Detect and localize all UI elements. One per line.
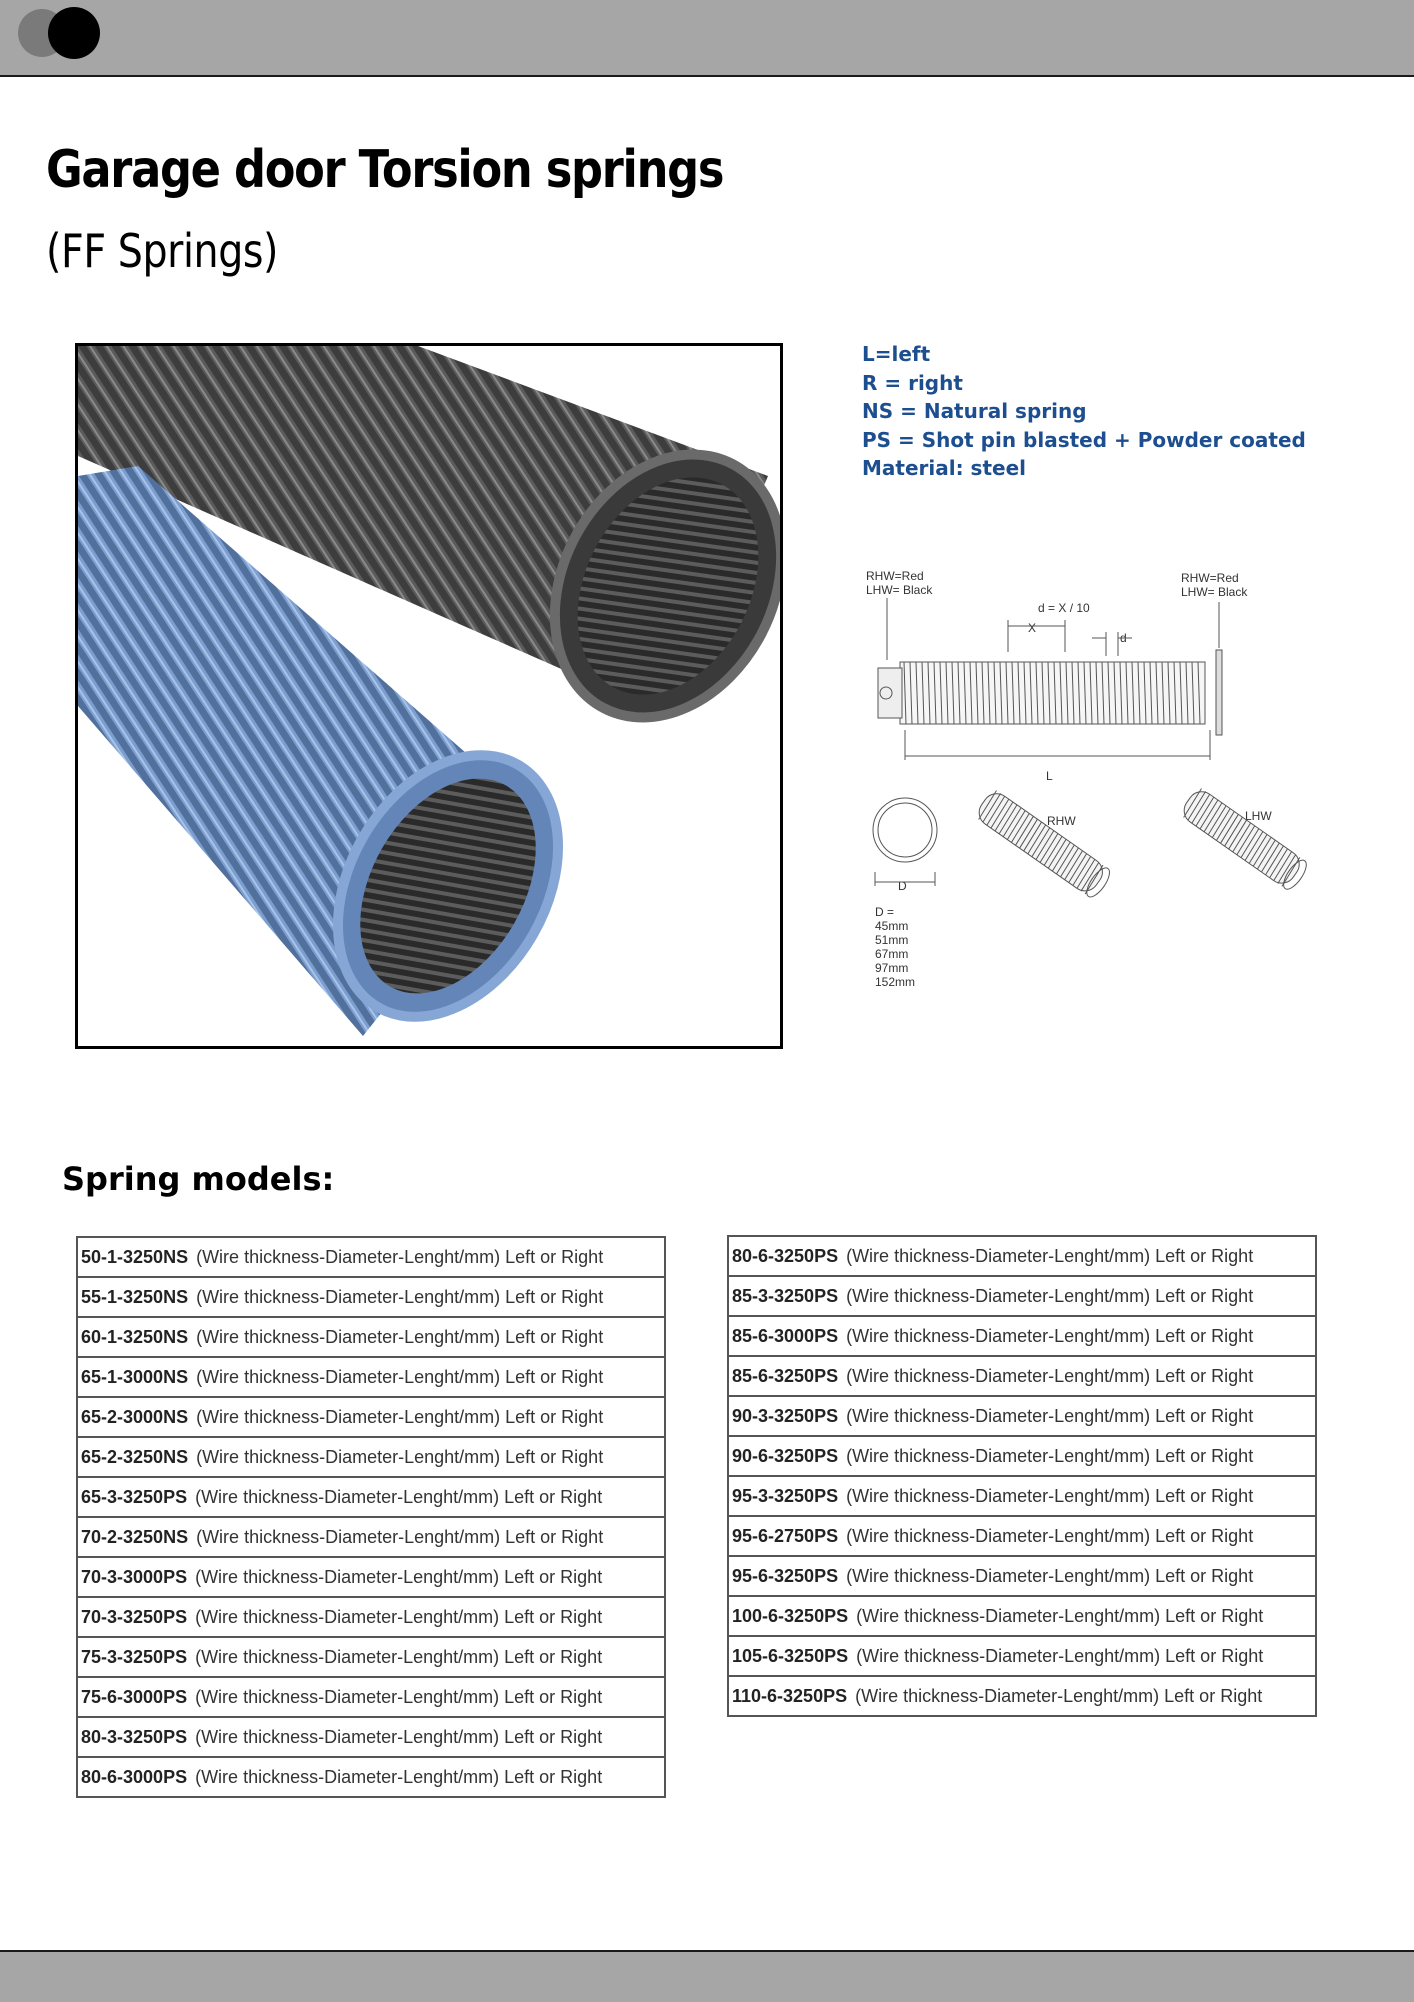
model-code: 75-3-3250PS [81,1646,188,1667]
model-cell [77,1757,665,1797]
table-row [728,1476,1316,1516]
abbreviation-legend [862,340,1306,483]
diagram-label: LHW= Black [1181,585,1248,599]
torsion-springs-illustration [78,346,780,1046]
spring-technical-diagram [860,560,1330,1000]
table-row [728,1676,1316,1716]
table-row [728,1636,1316,1676]
model-description: (Wire thickness-Diameter-Lenght/mm) Left or Right [195,1686,603,1707]
model-cell [77,1317,665,1357]
table-row [77,1757,665,1797]
model-description: (Wire thickness-Diameter-Lenght/mm) Left or Right [856,1645,1264,1666]
legend-item: L=left [862,342,931,366]
diagram-label: RHW [1047,814,1076,828]
model-code: 105-6-3250PS [732,1645,849,1666]
model-cell [728,1676,1316,1716]
model-description: (Wire thickness-Diameter-Lenght/mm) Left or Right [196,1286,604,1307]
model-description: (Wire thickness-Diameter-Lenght/mm) Left or Right [846,1285,1254,1306]
table-row [77,1277,665,1317]
model-code: 85-6-3250PS [732,1365,839,1386]
header-bar [0,0,1414,77]
page-subtitle: (FF Springs) [46,224,279,278]
model-cell [728,1636,1316,1676]
model-description: (Wire thickness-Diameter-Lenght/mm) Left or Right [846,1485,1254,1506]
model-code: 65-3-3250PS [81,1486,188,1507]
table-row [77,1517,665,1557]
model-cell [728,1356,1316,1396]
table-row [728,1236,1316,1276]
model-description: (Wire thickness-Diameter-Lenght/mm) Left or Right [195,1646,603,1667]
diagram-label: X [1028,621,1037,635]
model-code: 80-6-3000PS [81,1766,188,1787]
table-row [728,1556,1316,1596]
model-cell [77,1437,665,1477]
two-overlapping-circles-logo [18,6,102,60]
model-code: 70-3-3250PS [81,1606,188,1627]
model-description: (Wire thickness-Diameter-Lenght/mm) Left or Right [846,1325,1254,1346]
model-description: (Wire thickness-Diameter-Lenght/mm) Left or Right [195,1606,603,1627]
table-row [77,1437,665,1477]
table-row [77,1637,665,1677]
model-code: 70-2-3250NS [81,1526,189,1547]
diagram-label: D [898,879,907,893]
model-cell [728,1316,1316,1356]
diagram-label: LHW [1245,809,1272,823]
model-cell [77,1637,665,1677]
diameter-value: 152mm [875,975,916,989]
model-description: (Wire thickness-Diameter-Lenght/mm) Left or Right [846,1245,1254,1266]
model-description: (Wire thickness-Diameter-Lenght/mm) Left or Right [196,1326,604,1347]
page-title: Garage door Torsion springs [46,140,724,200]
model-cell [77,1477,665,1517]
models-table-left [76,1236,666,1798]
model-code: 85-6-3000PS [732,1325,839,1346]
table-row [728,1396,1316,1436]
model-cell [77,1717,665,1757]
models-heading: Spring models: [62,1160,335,1198]
model-code: 60-1-3250NS [81,1326,189,1347]
model-description: (Wire thickness-Diameter-Lenght/mm) Left or Right [846,1445,1254,1466]
model-description: (Wire thickness-Diameter-Lenght/mm) Left or Right [855,1685,1263,1706]
model-description: (Wire thickness-Diameter-Lenght/mm) Left or Right [196,1406,604,1427]
table-row [728,1436,1316,1476]
diagram-label: d [1120,631,1127,645]
model-cell [77,1597,665,1637]
model-description: (Wire thickness-Diameter-Lenght/mm) Left or Right [195,1566,603,1587]
spring-product-photo [75,343,783,1049]
model-description: (Wire thickness-Diameter-Lenght/mm) Left or Right [196,1526,604,1547]
table-row [77,1597,665,1637]
models-table-right [727,1235,1317,1717]
model-description: (Wire thickness-Diameter-Lenght/mm) Left or Right [196,1446,604,1467]
model-code: 65-1-3000NS [81,1366,189,1387]
table-row [728,1596,1316,1636]
table-row [77,1317,665,1357]
model-code: 55-1-3250NS [81,1286,189,1307]
model-code: 65-2-3250NS [81,1446,189,1467]
model-code: 80-6-3250PS [732,1245,839,1266]
diameter-value: 45mm [875,919,909,933]
model-description: (Wire thickness-Diameter-Lenght/mm) Left or Right [846,1405,1254,1426]
model-description: (Wire thickness-Diameter-Lenght/mm) Left or Right [195,1486,603,1507]
table-row [77,1237,665,1277]
table-row [728,1356,1316,1396]
legend-item: PS = Shot pin blasted + Powder coated [862,427,1306,452]
model-cell [77,1397,665,1437]
diameter-value: 51mm [875,933,909,947]
table-row [77,1557,665,1597]
model-cell [728,1556,1316,1596]
model-description: (Wire thickness-Diameter-Lenght/mm) Left or Right [196,1366,604,1387]
model-code: 95-6-3250PS [732,1565,839,1586]
legend-item: R = right [862,370,963,395]
model-cell [728,1476,1316,1516]
model-description: (Wire thickness-Diameter-Lenght/mm) Left or Right [195,1726,603,1747]
model-description: (Wire thickness-Diameter-Lenght/mm) Left or Right [195,1766,603,1787]
model-cell [77,1517,665,1557]
model-cell [728,1276,1316,1316]
diameter-value: D = [875,905,895,919]
table-row [77,1357,665,1397]
table-row [77,1717,665,1757]
table-row [728,1316,1316,1356]
model-code: 80-3-3250PS [81,1726,188,1747]
model-cell [77,1277,665,1317]
model-code: 70-3-3000PS [81,1566,188,1587]
model-code: 95-6-2750PS [732,1525,839,1546]
model-description: (Wire thickness-Diameter-Lenght/mm) Left or Right [846,1365,1254,1386]
table-row [77,1397,665,1437]
model-cell [728,1596,1316,1636]
legend-item: Material: steel [862,456,1027,480]
model-cell [728,1436,1316,1476]
diagram-label: RHW=Red [866,569,924,583]
model-code: 100-6-3250PS [732,1605,849,1626]
model-cell [77,1237,665,1277]
model-cell [728,1236,1316,1276]
table-row [728,1276,1316,1316]
model-cell [77,1557,665,1597]
diameter-value: 97mm [875,961,909,975]
model-cell [728,1396,1316,1436]
model-description: (Wire thickness-Diameter-Lenght/mm) Left or Right [846,1525,1254,1546]
model-cell [77,1357,665,1397]
diagram-formula: d = X / 10 [1038,601,1090,615]
model-code: 95-3-3250PS [732,1485,839,1506]
table-row [77,1477,665,1517]
legend-item: NS = Natural spring [862,399,1087,423]
diagram-label: RHW=Red [1181,571,1239,585]
diagram-label: L [1046,769,1053,783]
model-code: 75-6-3000PS [81,1686,188,1707]
model-cell [77,1677,665,1717]
model-code: 110-6-3250PS [732,1685,848,1706]
diagram-label: LHW= Black [866,583,933,597]
model-code: 85-3-3250PS [732,1285,839,1306]
model-description: (Wire thickness-Diameter-Lenght/mm) Left or Right [856,1605,1264,1626]
model-code: 90-6-3250PS [732,1445,839,1466]
model-description: (Wire thickness-Diameter-Lenght/mm) Left or Right [196,1246,604,1267]
model-cell [728,1516,1316,1556]
model-description: (Wire thickness-Diameter-Lenght/mm) Left or Right [846,1565,1254,1586]
model-code: 65-2-3000NS [81,1406,189,1427]
table-row [77,1677,665,1717]
footer-bar [0,1950,1414,2002]
table-row [728,1516,1316,1556]
model-code: 90-3-3250PS [732,1405,839,1426]
diameter-value: 67mm [875,947,909,961]
model-code: 50-1-3250NS [81,1246,189,1267]
